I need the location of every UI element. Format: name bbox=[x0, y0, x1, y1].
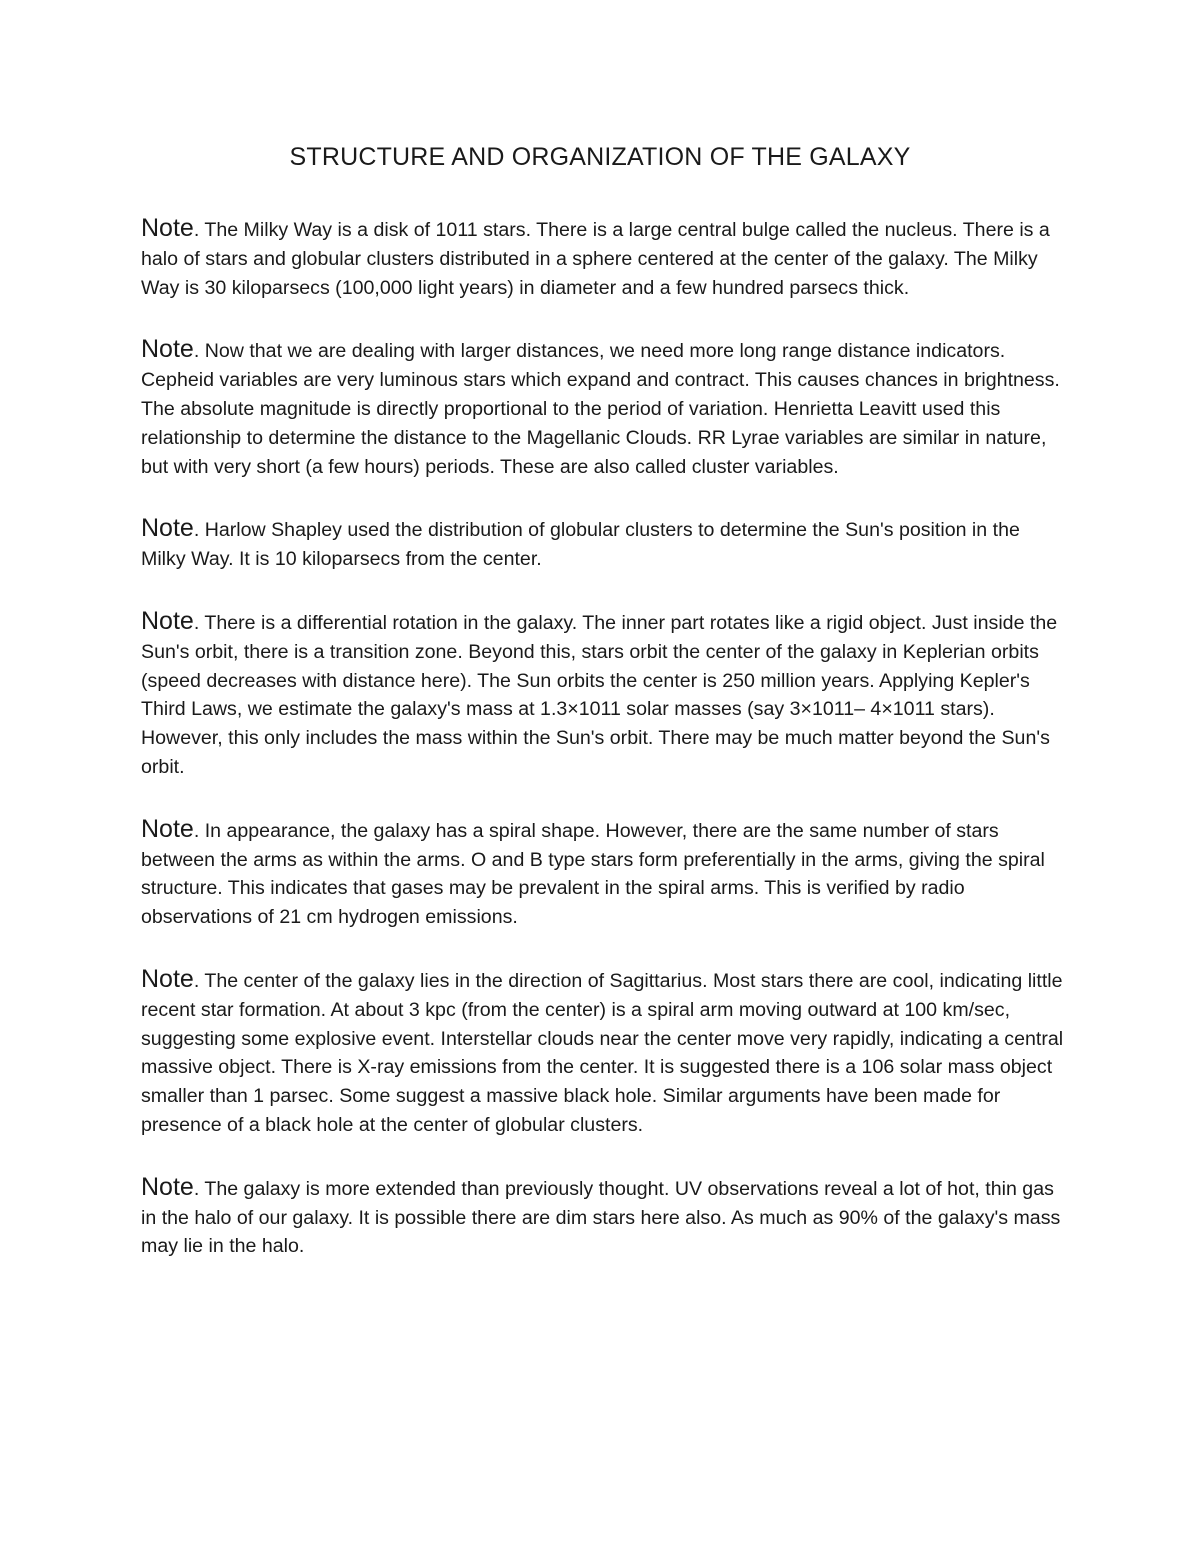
note-paragraph-3 bbox=[141, 514, 1066, 574]
note-paragraph-6 bbox=[141, 965, 1066, 1140]
note-text: . The center of the galaxy lies in the direction of Sagittarius. Most stars there are cool, indicating little recent star formation. At about 3 kpc (from the center) is a spiral arm moving outward at 100 km/sec, suggesting some explosive event. Interstellar clouds near the center move very rapidly, indicating a central massive object. There is X-ray emissions from the center. It is suggested there is a 106 solar mass object smaller than 1 parsec. Some suggest a massive black hole. Similar arguments have been made for presence of a black hole at the center of globular clusters. bbox=[141, 969, 1064, 1136]
note-text: . Now that we are dealing with larger distances, we need more long range distance indicators. Cepheid variables are very luminous stars which expand and contract. This causes chances in brightness. The absolute magnitude is directly proportional to the period of variation. Henrietta Leavitt used this relationship to determine the distance to the Magellanic Clouds. RR Lyrae variables are similar in nature, but with very short (a few hours) periods. These are also called cluster variables. bbox=[141, 340, 1060, 478]
note-text: . Harlow Shapley used the distribution of globular clusters to determine the Sun's position in the Milky Way. It is 10 kiloparsecs from the center. bbox=[141, 519, 1020, 571]
note-paragraph-7 bbox=[141, 1173, 1066, 1261]
note-label: Note bbox=[141, 1172, 194, 1201]
note-label: Note bbox=[141, 964, 194, 993]
note-text: . The Milky Way is a disk of 1011 stars. There is a large central bulge called the nucleus. There is a halo of stars and globular clusters distributed in a sphere centered at the center of the galaxy. The Milky Way is 30 kiloparsecs (100,000 light years) in diameter and a few hundred parsecs thick. bbox=[141, 219, 1050, 299]
note-label: Note bbox=[141, 814, 194, 843]
note-label: Note bbox=[141, 214, 194, 242]
note-text: . The galaxy is more extended than previously thought. UV observations reveal a lot of hot, thin gas in the halo of our galaxy. It is possible there are dim stars here also. As much as 90% of the galaxy's mass may lie in the halo. bbox=[141, 1177, 1061, 1258]
note-label: Note bbox=[141, 606, 194, 635]
note-label: Note bbox=[141, 514, 194, 543]
note-text: . In appearance, the galaxy has a spiral shape. However, there are the same number of stars between the arms as within the arms. O and B type stars form preferentially in the arms, giving the spiral structure. This indicates that gases may be prevalent in the spiral arms. This is verified by radio observations of 21 cm hydrogen emissions. bbox=[141, 819, 1045, 929]
note-paragraph-1 bbox=[141, 214, 1066, 302]
note-paragraph-4 bbox=[141, 607, 1066, 782]
page-title: STRUCTURE AND ORGANIZATION OF THE GALAXY bbox=[289, 143, 911, 171]
note-paragraph-2 bbox=[141, 335, 1066, 481]
note-paragraph-5 bbox=[141, 815, 1066, 932]
document-body bbox=[141, 214, 1066, 1294]
note-text: . There is a differential rotation in the galaxy. The inner part rotates like a rigid object. Just inside the Sun's orbit, there is a transition zone. Beyond this, stars orbit the center of the galaxy in Keplerian orbits (speed decreases with distance here). The Sun orbits the center is 250 million years. Applying Kepler's Third Laws, we estimate the galaxy's mass at 1.3×1011 solar masses (say 3×1011– 4×1011 stars). However, this only includes the mass within the Sun's orbit. There may be much matter beyond the Sun's orbit. bbox=[141, 611, 1058, 778]
note-label: Note bbox=[141, 335, 194, 364]
